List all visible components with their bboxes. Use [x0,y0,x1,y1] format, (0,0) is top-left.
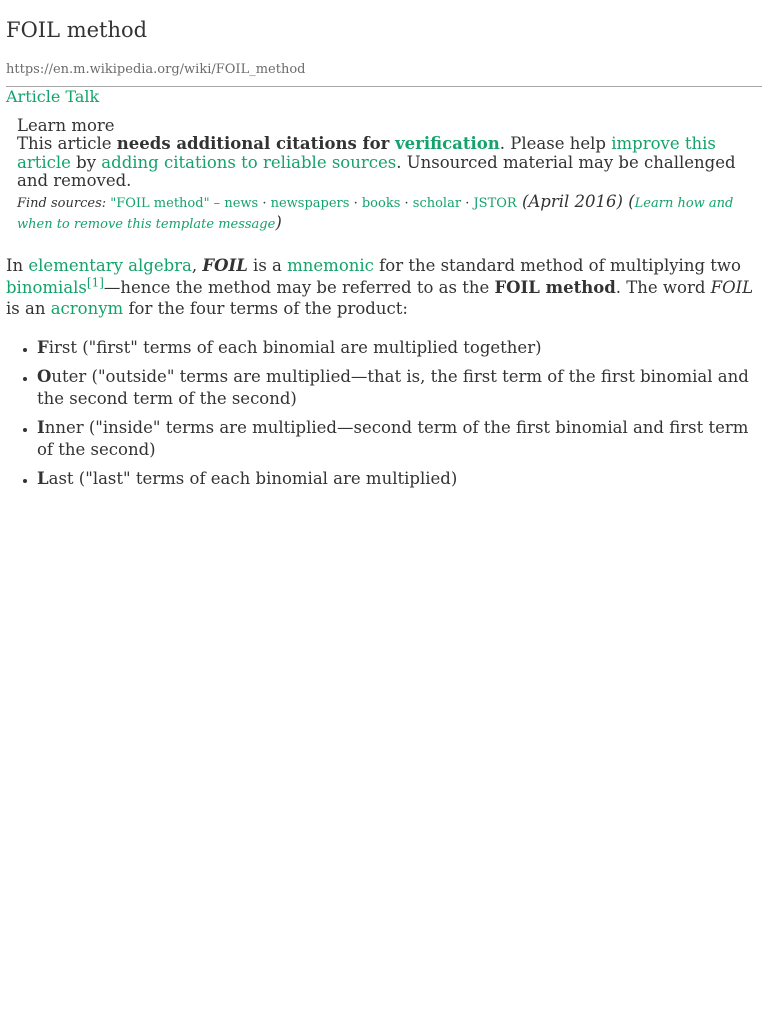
separator: · [461,195,474,211]
term-letter: F [37,337,49,357]
notice-text: by [70,152,102,172]
intro-text: for the four terms of the product: [123,299,408,318]
notice-text: . Unsourced material may be challenged and removed. [17,152,736,190]
paren-open: ( [628,191,635,211]
find-sources [17,192,745,234]
header-divider [6,86,762,87]
foil-term: FOIL [202,256,248,275]
separator: · [349,195,362,211]
foil-method-bold: FOIL method [494,277,616,297]
learn-how-remove-link[interactable]: Learn how and when to remove this template message [17,195,734,232]
elementary-algebra-link[interactable]: elementary algebra [28,256,192,275]
reference-1-link[interactable]: [1] [86,275,104,289]
list-item-last [37,468,762,490]
term-text: uter ("outside" terms are multiplied—that is, the first term of the first binomial and the second term of the second) [37,367,749,408]
intro-text: is an [6,299,51,318]
term-text: irst ("first" terms of each binomial are multiplied together) [48,337,542,357]
intro-text: In [6,256,29,275]
page-url: https://en.m.wikipedia.org/wiki/FOIL_method [6,62,306,77]
intro-text: . The word [615,277,711,297]
mnemonic-link[interactable]: mnemonic [287,256,374,275]
list-item-inner [37,417,762,460]
intro-paragraph [6,255,762,320]
adding-citations-link[interactable]: adding citations to reliable sources [101,152,397,172]
learn-more-label[interactable]: Learn more [17,116,115,135]
term-letter: O [37,367,52,386]
page-tabs [6,87,99,107]
separator: · [400,195,413,211]
article-content [6,255,762,498]
find-source-books-link[interactable]: books [361,195,401,211]
term-letter: I [37,418,45,437]
term-letter: L [37,469,49,488]
page-title: FOIL method [6,18,148,42]
intro-text: for the standard method of multiplying two [373,256,741,275]
term-text: ast ("last" terms of each binomial are multiplied) [48,469,458,488]
find-sources-label: Find sources: [17,195,111,211]
acronym-link[interactable]: acronym [50,299,124,318]
intro-text: —hence the method may be referred to as the [103,277,495,297]
find-source-jstor-link[interactable]: JSTOR [473,195,517,211]
find-source-newspapers-link[interactable]: newspapers [270,195,350,211]
intro-text: , [191,256,203,275]
separator: · [258,195,271,211]
tab-talk[interactable]: Talk [65,87,100,106]
foil-terms-list [6,337,762,490]
notice-text: This article [17,134,117,153]
find-source-scholar-link[interactable]: scholar [412,195,462,211]
list-item-outer [37,366,762,409]
intro-text: is a [247,256,288,275]
notice-text: . Please help [499,134,612,153]
improve-article-link[interactable]: improve this article [17,134,716,172]
notice-bold-text: needs additional citations for [116,134,396,153]
notice-message [17,135,745,191]
verification-link[interactable]: verification [395,134,500,153]
find-source-news-link[interactable]: "FOIL method" – news [110,195,259,211]
paren-close: ) [275,212,282,232]
term-text: nner ("inside" terms are multiplied—second term of the first binomial and first term of the second) [37,418,749,459]
tab-article[interactable]: Article [6,87,61,106]
notice-date: (April 2016) [516,191,629,211]
list-item-first [37,337,762,359]
binomials-link[interactable]: binomials [6,277,87,297]
citation-notice [17,116,745,234]
foil-word: FOIL [710,277,754,297]
